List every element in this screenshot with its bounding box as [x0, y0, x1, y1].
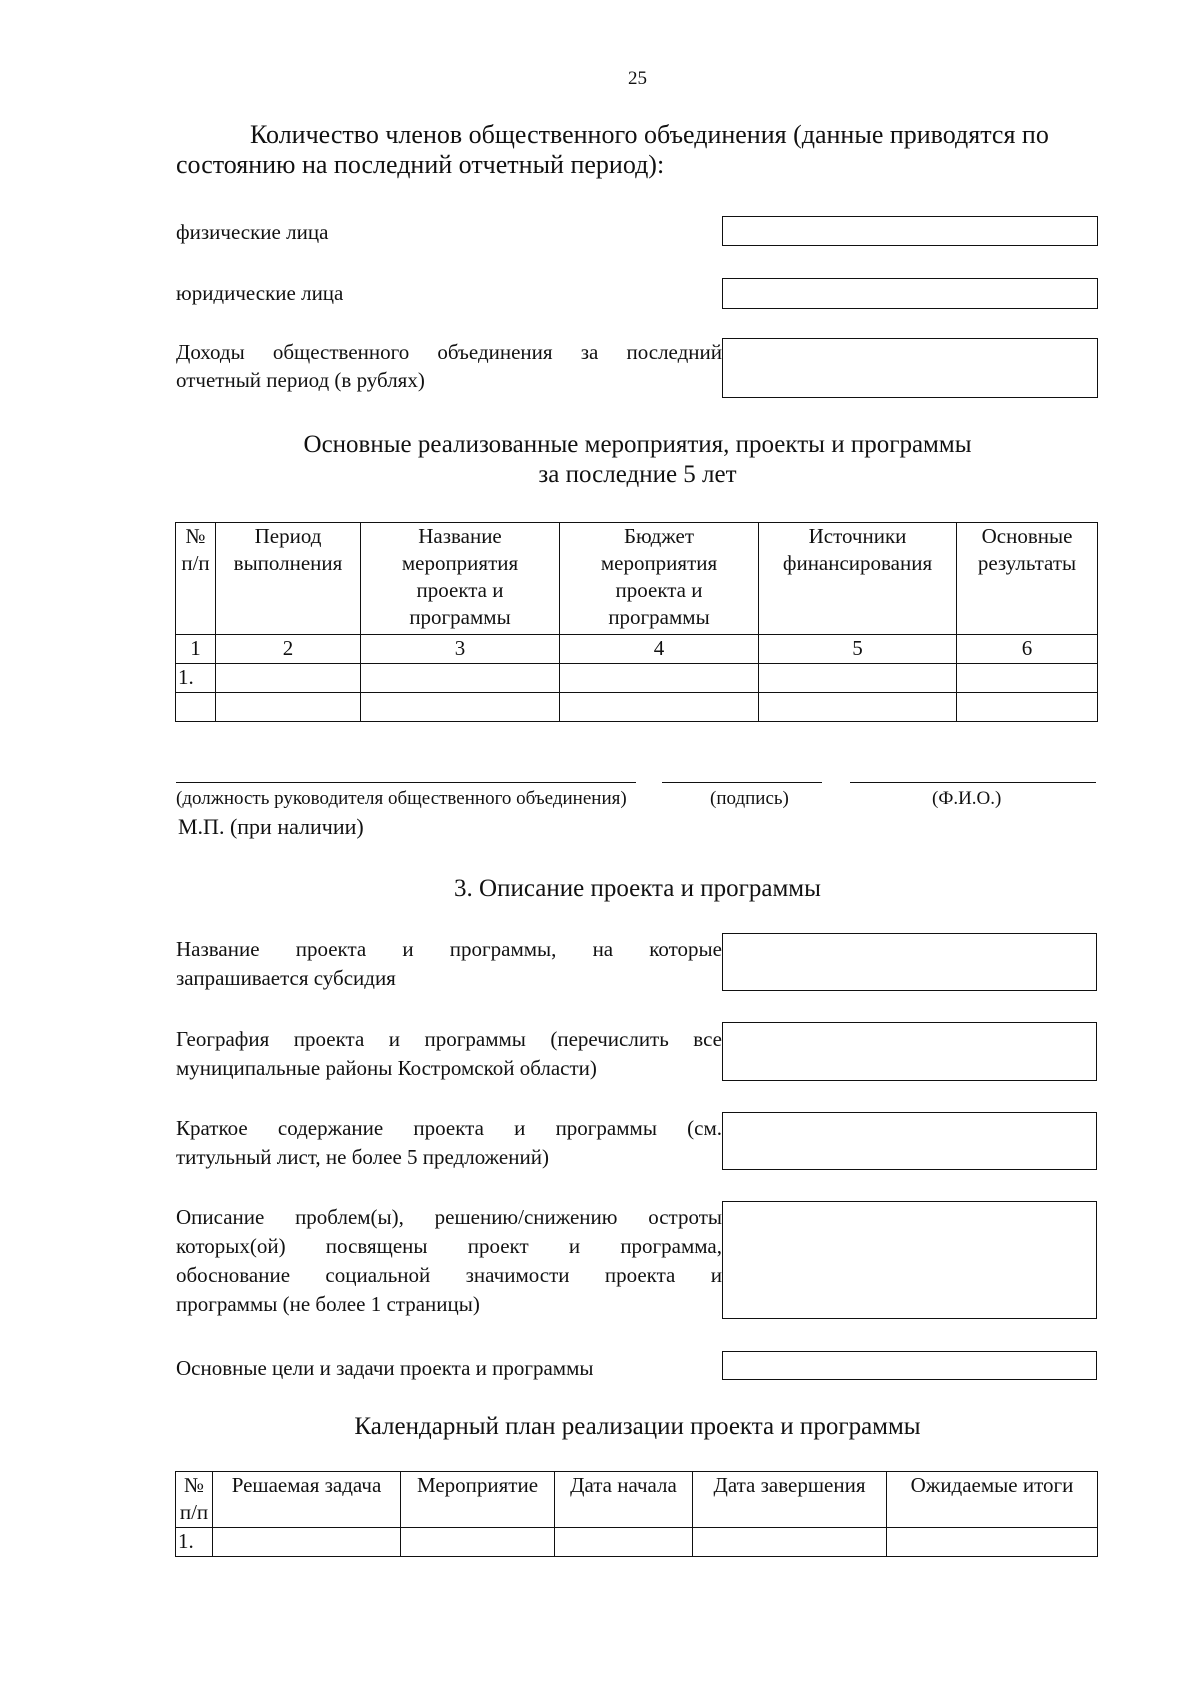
events-header-no: № п/п — [176, 523, 216, 635]
income-label-line1: Доходы общественного объединения за последний — [176, 340, 722, 364]
individuals-field[interactable] — [722, 216, 1098, 246]
calendar-header-no: № п/п — [176, 1472, 213, 1528]
name-caption: (Ф.И.О.) — [932, 788, 1002, 809]
position-caption: (должность руководителя общественного объединения) — [176, 788, 627, 809]
stamp-note: М.П. (при наличии) — [178, 814, 364, 839]
events-header-period: Период выполнения — [216, 523, 361, 635]
events-cell[interactable] — [216, 693, 361, 722]
events-cell[interactable] — [957, 664, 1098, 693]
events-cell[interactable] — [361, 693, 560, 722]
events-header-results: Основные результаты — [957, 523, 1098, 635]
events-header-budget: Бюджет мероприятия проекта и программы — [560, 523, 759, 635]
events-cell[interactable] — [361, 664, 560, 693]
position-signature-line[interactable] — [176, 782, 636, 783]
income-field[interactable] — [722, 338, 1098, 398]
summary-field[interactable] — [722, 1112, 1097, 1170]
page-number: 25 — [628, 68, 647, 89]
events-col-number: 6 — [957, 635, 1098, 664]
calendar-title: Календарный план реализации проекта и программы — [354, 1413, 921, 1440]
problem-label: Описание проблем(ы), решению/снижению остроты которых(ой) посвящены проект и программа, обоснование социальной значимости проекта и программы (не более 1 страницы) — [176, 1205, 722, 1316]
summary-label: Краткое содержание проекта и программы (см. титульный лист, не более 5 предложений) — [176, 1116, 722, 1169]
events-cell[interactable] — [216, 664, 361, 693]
name-signature-line[interactable] — [850, 782, 1096, 783]
calendar-table-row — [176, 1528, 1098, 1557]
calendar-cell[interactable] — [693, 1528, 887, 1557]
events-cell[interactable] — [560, 664, 759, 693]
calendar-header-task: Решаемая задача — [213, 1472, 401, 1528]
events-title — [0, 430, 1200, 490]
legal-entities-field[interactable] — [722, 278, 1098, 309]
events-cell[interactable] — [560, 693, 759, 722]
calendar-header-start: Дата начала — [555, 1472, 693, 1528]
events-col-number: 2 — [216, 635, 361, 664]
geography-field[interactable] — [722, 1022, 1097, 1081]
events-col-number: 4 — [560, 635, 759, 664]
events-number-row — [176, 635, 1098, 664]
calendar-cell[interactable] — [401, 1528, 555, 1557]
income-label-line2: отчетный период (в рублях) — [176, 368, 425, 392]
events-col-number: 1 — [176, 635, 216, 664]
calendar-header-end: Дата завершения — [693, 1472, 887, 1528]
members-intro: Количество членов общественного объединения (данные приводятся по состоянию на последний отчетный период): — [176, 120, 1049, 179]
section3-title: 3. Описание проекта и программы — [454, 875, 821, 902]
events-table-row — [176, 693, 1098, 722]
calendar-table — [175, 1471, 1098, 1557]
events-table — [175, 522, 1098, 722]
calendar-row-number: 1. — [176, 1528, 213, 1557]
events-col-number: 3 — [361, 635, 560, 664]
goals-label: Основные цели и задачи проекта и программы — [176, 1356, 594, 1380]
events-table-row — [176, 664, 1098, 693]
events-cell[interactable] — [176, 693, 216, 722]
project-name-field[interactable] — [722, 933, 1097, 991]
legal-entities-label: юридические лица — [176, 281, 344, 305]
calendar-header-row — [176, 1472, 1098, 1528]
calendar-cell[interactable] — [213, 1528, 401, 1557]
signature-caption: (подпись) — [710, 788, 789, 809]
calendar-header-event: Мероприятие — [401, 1472, 555, 1528]
events-header-sources: Источники финансирования — [759, 523, 957, 635]
events-title-line2: за последние 5 лет — [538, 461, 737, 488]
events-header-name: Название мероприятия проекта и программы — [361, 523, 560, 635]
calendar-cell[interactable] — [887, 1528, 1098, 1557]
events-cell[interactable] — [759, 664, 957, 693]
geography-label: География проекта и программы (перечислить все муниципальные районы Костромской области) — [176, 1027, 722, 1080]
individuals-label: физические лица — [176, 220, 329, 244]
events-cell[interactable] — [759, 693, 957, 722]
calendar-header-results: Ожидаемые итоги — [887, 1472, 1098, 1528]
events-title-line1: Основные реализованные мероприятия, проекты и программы — [303, 431, 972, 458]
goals-field[interactable] — [722, 1351, 1097, 1380]
calendar-cell[interactable] — [555, 1528, 693, 1557]
events-row-number: 1. — [176, 664, 216, 693]
income-label — [176, 338, 722, 394]
problem-field[interactable] — [722, 1201, 1097, 1319]
signature-line[interactable] — [662, 782, 822, 783]
events-header-row — [176, 523, 1098, 635]
events-col-number: 5 — [759, 635, 957, 664]
project-name-label: Название проекта и программы, на которые запрашивается субсидия — [176, 937, 722, 990]
events-cell[interactable] — [957, 693, 1098, 722]
